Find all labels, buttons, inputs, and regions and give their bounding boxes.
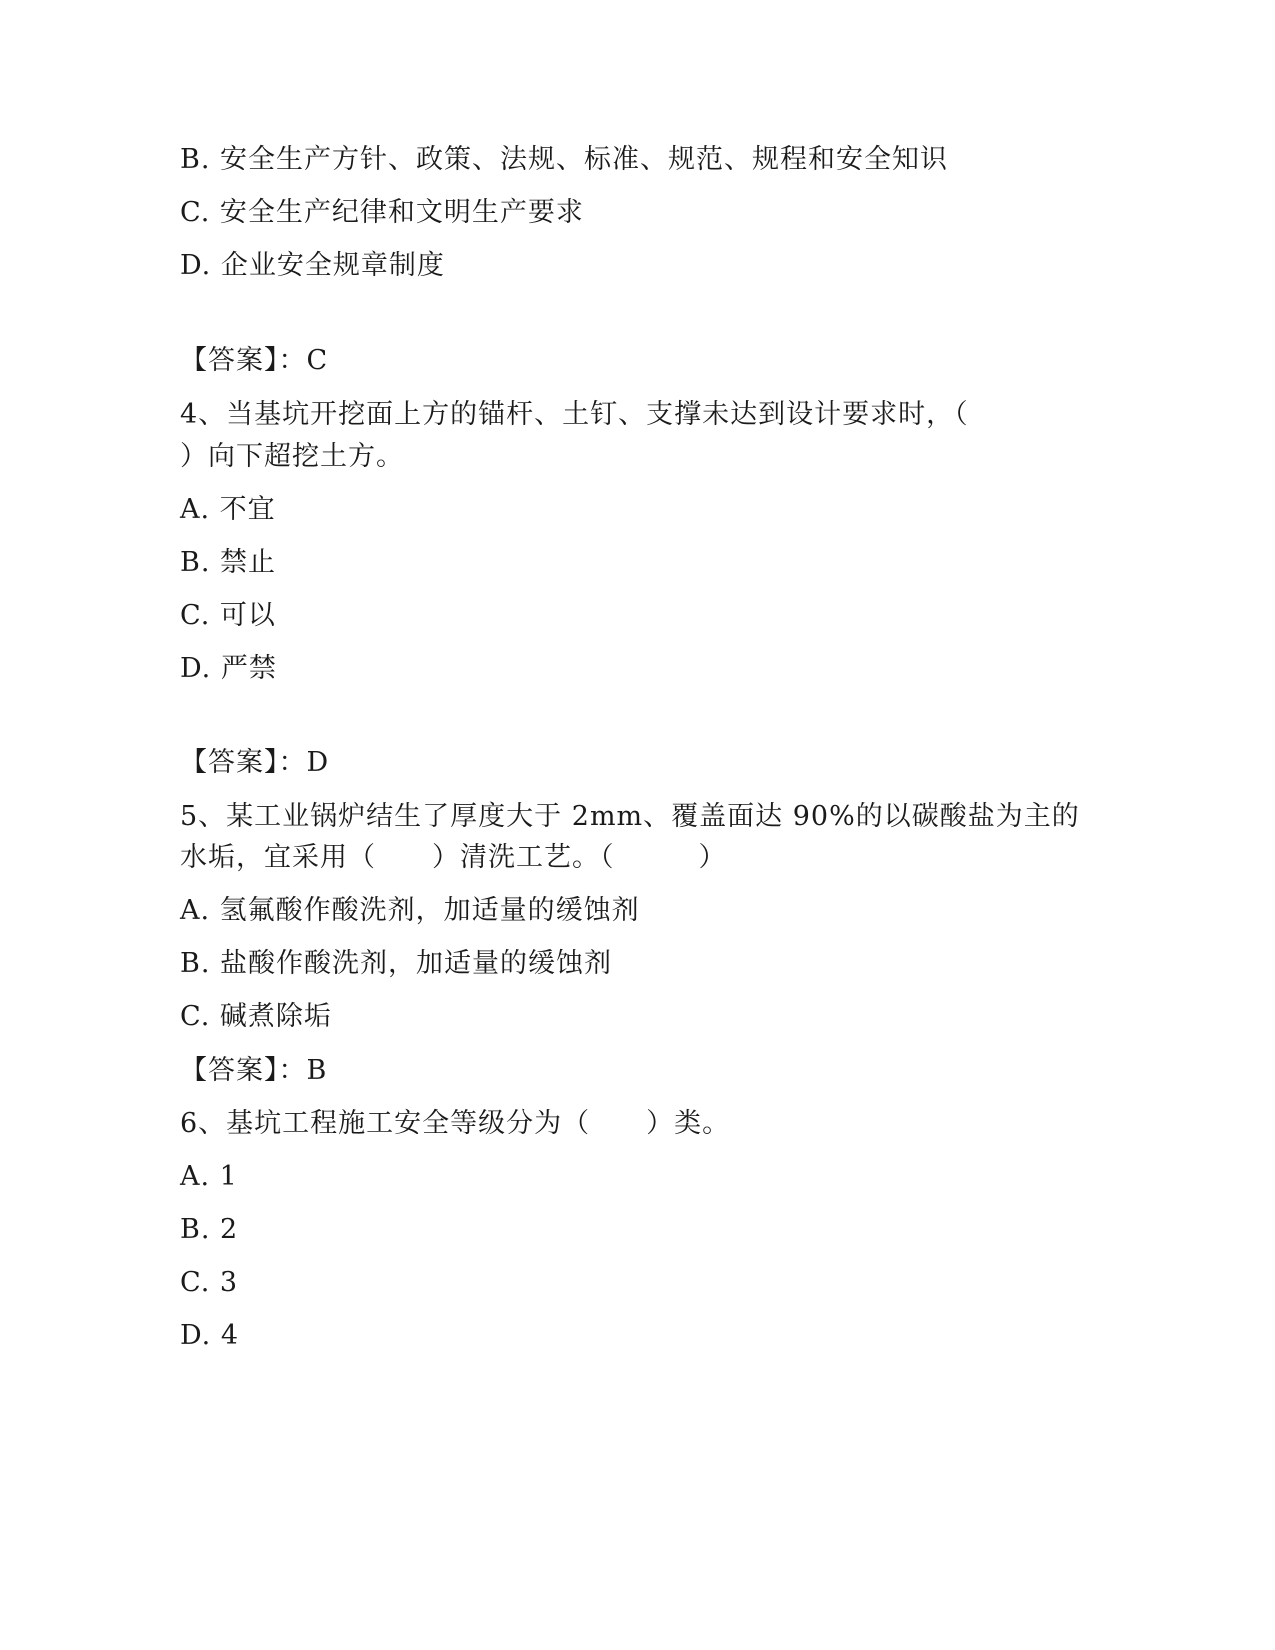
q5-option-b: B. 盐酸作酸洗剂，加适量的缓蚀剂 <box>180 948 613 979</box>
q3-answer: 【答案】：C <box>180 345 329 376</box>
q4-option-a: A. 不宜 <box>180 494 276 525</box>
q3-option-c: C. 安全生产纪律和文明生产要求 <box>180 197 584 228</box>
q5-option-a: A. 氢氟酸作酸洗剂，加适量的缓蚀剂 <box>180 895 640 926</box>
q6-option-d: D. 4 <box>180 1320 240 1351</box>
q4-question-line-1: 4、当基坑开挖面上方的锚杆、土钉、支撑未达到设计要求时，（ <box>180 399 969 430</box>
q5-option-c: C. 碱煮除垢 <box>180 1001 332 1032</box>
q6-option-a: A. 1 <box>180 1161 238 1192</box>
q3-option-d: D. 企业安全规章制度 <box>180 250 445 281</box>
q4-answer: 【答案】：D <box>180 747 330 778</box>
q5-answer: 【答案】：B <box>180 1055 328 1086</box>
q4-option-d: D. 严禁 <box>180 653 277 684</box>
q4-option-c: C. 可以 <box>180 600 276 631</box>
q3-option-b: B. 安全生产方针、政策、法规、标准、规范、规程和安全知识 <box>180 144 949 175</box>
q4-option-b: B. 禁止 <box>180 547 277 578</box>
q5-question-line-2: 水垢，宜采用（ ）清洗工艺。（ ） <box>180 842 727 873</box>
q6-option-b: B. 2 <box>180 1214 239 1245</box>
q5-question-line-1: 5、某工业锅炉结生了厚度大于 2mm、覆盖面达 90%的以碳酸盐为主的 <box>180 801 1080 832</box>
q4-question-line-2: ）向下超挖土方。 <box>180 441 404 472</box>
q6-option-c: C. 3 <box>180 1267 239 1298</box>
q6-question: 6、基坑工程施工安全等级分为（ ）类。 <box>180 1108 731 1139</box>
